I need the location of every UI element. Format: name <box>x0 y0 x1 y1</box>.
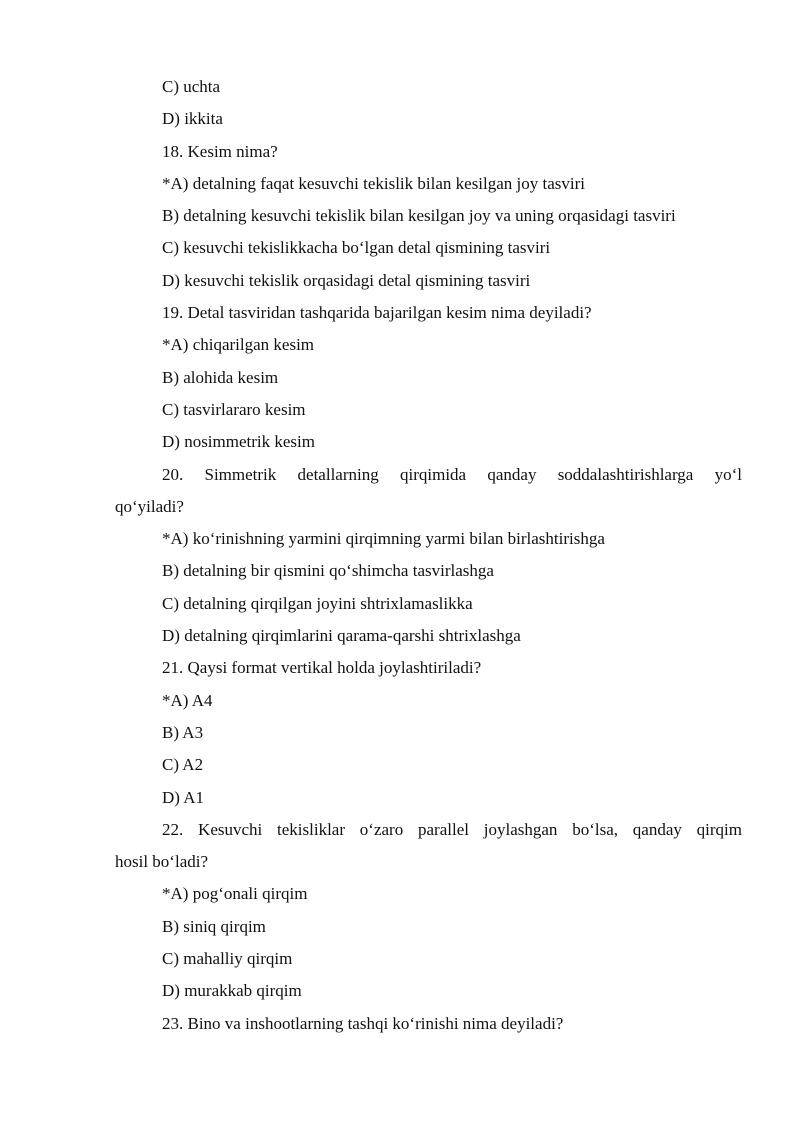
option-d-q21: D) A1 <box>162 787 205 807</box>
option-d-q17: D) ikkita <box>162 109 223 129</box>
option-a-q19: *A) chiqarilgan kesim <box>162 335 315 355</box>
question-20-text-1: 20. Simmetrik detallarning qirqimida qanday soddalashtirishlarga yo‘l <box>162 464 742 484</box>
option-a-q18: *A) detalning faqat kesuvchi tekislik bilan kesilgan joy tasviri <box>162 173 586 193</box>
option-b-q21: B) A3 <box>162 722 204 742</box>
option-b-q18: B) detalning kesuvchi tekislik bilan kesilgan joy va uning orqasidagi tasviri <box>162 206 676 226</box>
option-b-q20: B) detalning bir qismini qo‘shimcha tasvirlashga <box>162 561 494 581</box>
option-a-q20: *A) ko‘rinishning yarmini qirqimning yarmi bilan birlashtirishga <box>162 529 605 549</box>
question-22-line-1 <box>115 814 742 846</box>
option-b-q19: B) alohida kesim <box>162 367 279 387</box>
question-20-line-1 <box>115 459 742 491</box>
option-d-q18: D) kesuvchi tekislik orqasidagi detal qismining tasviri <box>162 270 531 290</box>
option-d-q19: D) nosimmetrik kesim <box>162 432 315 452</box>
option-c-q21: C) A2 <box>162 755 204 775</box>
question-23: 23. Bino va inshootlarning tashqi ko‘rinishi nima deyiladi? <box>162 1013 564 1033</box>
option-c-q19: C) tasvirlararo kesim <box>162 399 306 419</box>
option-a-q22: *A) pog‘onali qirqim <box>162 884 308 904</box>
option-c-q18: C) kesuvchi tekislikkacha bo‘lgan detal qismining tasviri <box>162 238 551 258</box>
question-22 <box>115 814 742 879</box>
question-20-line-2: qo‘yiladi? <box>115 496 184 516</box>
option-a-q21: *A) A4 <box>162 690 213 710</box>
question-22-line-2: hosil bo‘ladi? <box>115 852 209 872</box>
question-19: 19. Detal tasviridan tashqarida bajarilgan kesim nima deyiladi? <box>162 303 592 323</box>
option-b-q22: B) siniq qirqim <box>162 916 266 936</box>
question-20 <box>115 459 742 524</box>
question-21: 21. Qaysi format vertikal holda joylashtiriladi? <box>162 658 482 678</box>
question-22-text-1: 22. Kesuvchi tekisliklar o‘zaro parallel joylashgan bo‘lsa, qanday qirqim <box>162 819 742 839</box>
question-18: 18. Kesim nima? <box>162 141 278 161</box>
option-d-q22: D) murakkab qirqim <box>162 981 302 1001</box>
option-c-q20: C) detalning qirqilgan joyini shtrixlamaslikka <box>162 593 473 613</box>
option-c-q17: C) uchta <box>162 77 221 96</box>
option-c-q22: C) mahalliy qirqim <box>162 949 293 969</box>
document-content <box>115 71 742 1040</box>
option-d-q20: D) detalning qirqimlarini qarama-qarshi shtrixlashga <box>162 626 521 646</box>
